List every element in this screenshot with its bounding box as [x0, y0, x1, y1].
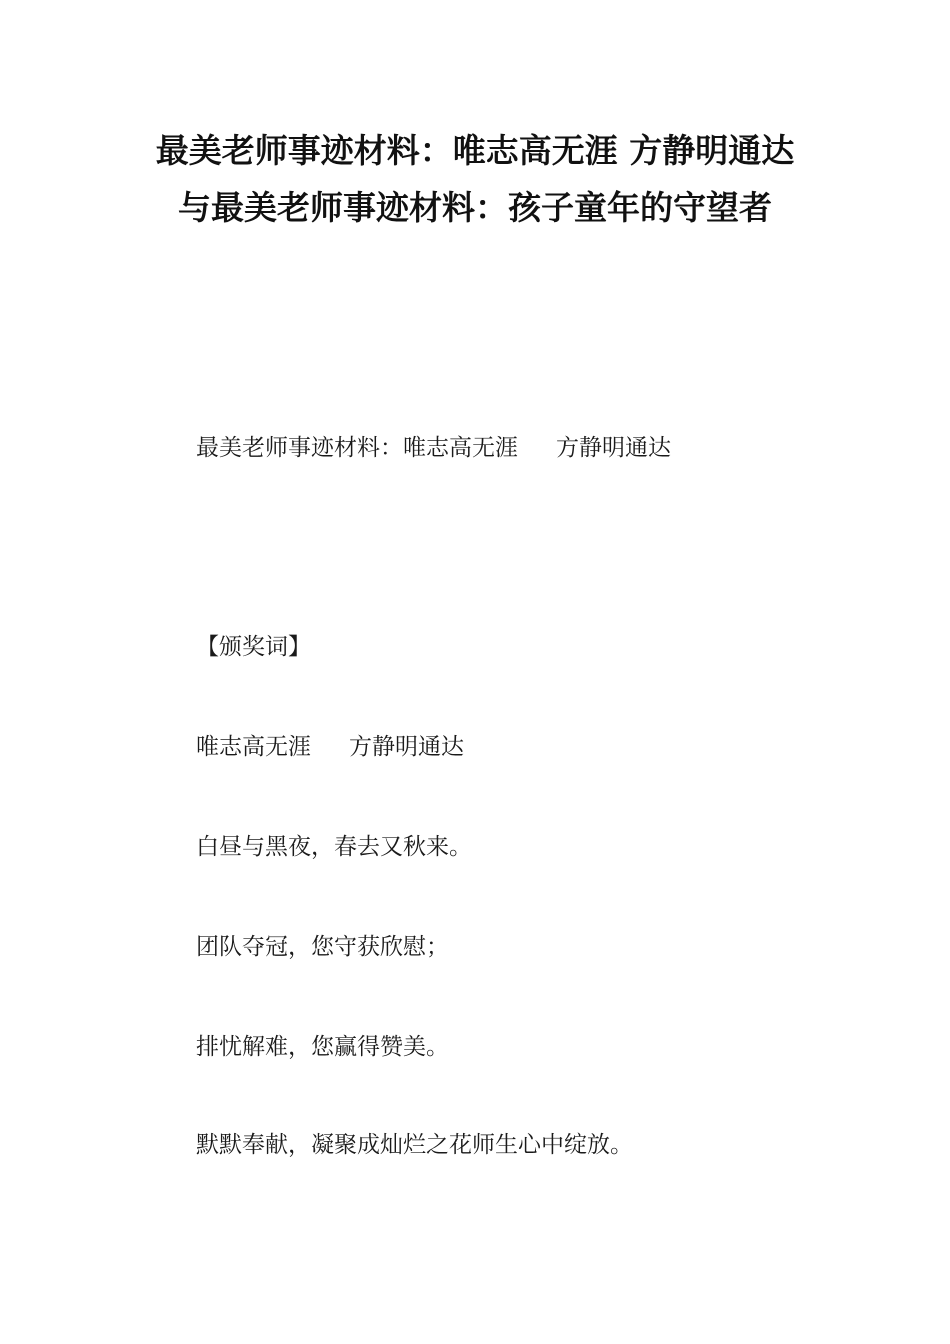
award-title-part-2: 方静明通达: [349, 734, 464, 760]
document-title: 最美老师事迹材料：唯志高无涯 方静明通达与最美老师事迹材料：孩子童年的守望者: [155, 131, 795, 227]
body-line-3: 排忧解难，您赢得赞美。: [196, 1034, 449, 1060]
award-heading: 【颁奖词】: [196, 634, 311, 660]
subtitle-part-1: 最美老师事迹材料：唯志高无涯: [196, 435, 518, 461]
body-line-4: 默默奉献，凝聚成灿烂之花师生心中绽放。: [196, 1132, 633, 1158]
subtitle-line: [196, 433, 671, 463]
body-line-2: 团队夺冠，您守获欣慰；: [196, 934, 449, 960]
award-title-part-1: 唯志高无涯: [196, 734, 311, 760]
award-title-line: [196, 732, 464, 762]
body-line-1: 白昼与黑夜，春去又秋来。: [196, 834, 472, 860]
subtitle-part-2: 方静明通达: [556, 435, 671, 461]
